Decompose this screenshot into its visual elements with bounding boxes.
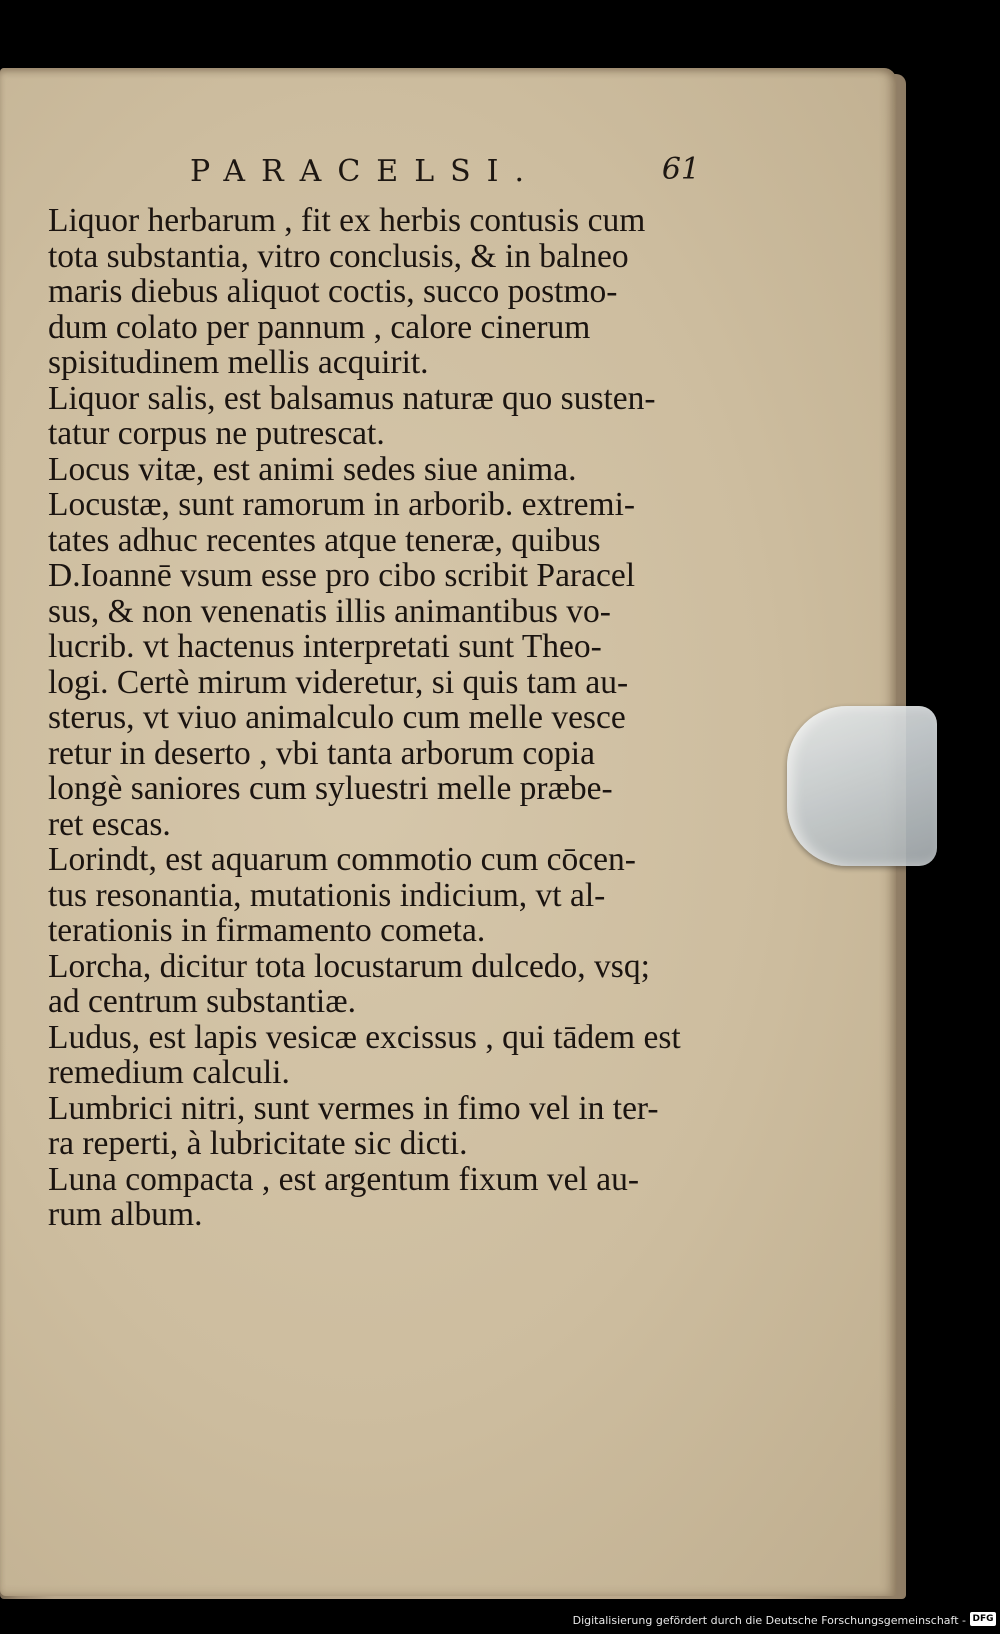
- glossary-entry: [48, 381, 698, 452]
- entry-line: lucrib. vt hactenus interpretati sunt Theo-: [48, 628, 602, 665]
- entry-line: Locus vitæ, est animi sedes siue anima.: [48, 450, 577, 488]
- entry-line: terationis in firmamento cometa.: [48, 912, 486, 949]
- entry-line: remedium calculi.: [48, 1054, 290, 1091]
- entry-line: Ludus, est lapis vesicæ excissus , qui tādem est: [48, 1018, 681, 1056]
- running-head: [190, 152, 700, 198]
- glossary-entry: [48, 1091, 698, 1162]
- entry-line: sterus, vt viuo animalculo cum melle vesce: [48, 699, 626, 736]
- entry-line: Locustæ, sunt ramorum in arborib. extremi-: [48, 486, 636, 523]
- entry-line: retur in deserto , vbi tanta arborum copia: [48, 734, 595, 772]
- glossary-entry: [48, 1020, 698, 1091]
- glossary-text: [48, 203, 698, 1233]
- entry-line: longè saniores cum syluestri melle præbe-: [48, 770, 613, 807]
- entry-line: Lorindt, est aquarum commotio cum cōcen-: [48, 841, 636, 878]
- entry-line: tates adhuc recentes atque teneræ, quibus: [48, 521, 601, 559]
- page-number: 61: [661, 152, 700, 187]
- entry-line: D.Ioannē vsum esse pro cibo scribit Paracel: [48, 557, 636, 594]
- entry-line: tota substantia, vitro conclusis, & in balneo: [48, 237, 629, 275]
- entry-line: dum colato per pannum , calore cinerum: [48, 308, 591, 346]
- entry-line: tus resonantia, mutationis indicium, vt al-: [48, 876, 606, 914]
- entry-line: Liquor salis, est balsamus naturæ quo susten-: [48, 379, 656, 417]
- glossary-entry: [48, 203, 698, 381]
- page-clip: [787, 706, 937, 866]
- entry-line: ad centrum substantiæ.: [48, 983, 356, 1020]
- glossary-entry: [48, 487, 698, 842]
- digitization-credit: Digitalisierung gefördert durch die Deutsche Forschungsgemeinschaft -: [572, 1614, 966, 1627]
- entry-line: spisitudinem mellis acquirit.: [48, 344, 429, 381]
- entry-line: Lorcha, dicitur tota locustarum dulcedo, vsq;: [48, 947, 650, 985]
- entry-line: ra reperti, à lubricitate sic dicti.: [48, 1125, 468, 1162]
- footer-bar: [0, 1606, 1000, 1634]
- entry-line: Liquor herbarum , fit ex herbis contusis cum: [48, 202, 646, 239]
- entry-line: tatur corpus ne putrescat.: [48, 415, 385, 452]
- entry-line: maris diebus aliquot coctis, succo postmo-: [48, 273, 618, 310]
- entry-line: Luna compacta , est argentum fixum vel au-: [48, 1160, 640, 1198]
- entry-line: sus, & non venenatis illis animantibus vo-: [48, 592, 611, 630]
- glossary-entry: [48, 842, 698, 949]
- entry-line: ret escas.: [48, 805, 171, 843]
- running-title: PARACELSI.: [190, 154, 541, 189]
- entry-line: Lumbrici nitri, sunt vermes in fimo vel in ter-: [48, 1089, 659, 1127]
- entry-line: logi. Certè mirum videretur, si quis tam au-: [48, 663, 629, 701]
- glossary-entry: [48, 949, 698, 1020]
- entry-line: rum album.: [48, 1196, 203, 1233]
- glossary-entry: [48, 452, 698, 488]
- dfg-logo: DFG: [970, 1612, 996, 1626]
- glossary-entry: [48, 1162, 698, 1233]
